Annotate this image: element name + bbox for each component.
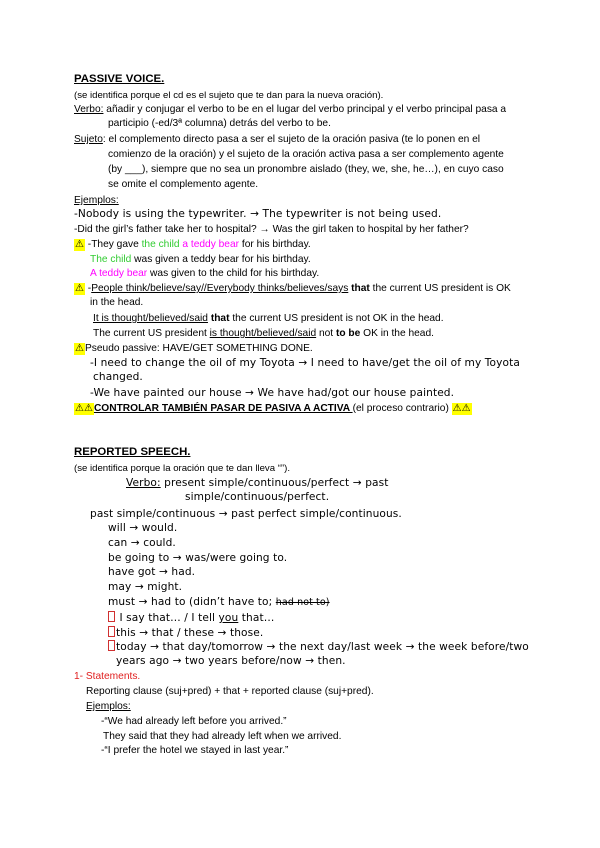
sujeto-text: : el complemento directo pasa a ser el sujeto de la oración pasiva (te lo ponen en el: [102, 134, 481, 145]
controlar-rest: (el proceso contrario): [352, 403, 452, 414]
sujeto-label: Sujeto: [74, 134, 103, 145]
rule-must: [108, 596, 330, 609]
pseudo-passive-line: [74, 342, 313, 355]
warning-icon: ⚠: [75, 283, 84, 294]
ex4-l3-rest: the current US president is not OK in the head.: [229, 313, 444, 324]
passive-example-4: [74, 282, 511, 295]
rule-say-you: you: [218, 612, 239, 624]
rule-can: can → could.: [108, 537, 176, 549]
passive-intro: (se identifica porque el cd es el sujeto que te dan para la nueva oración).: [74, 90, 384, 101]
ex3-text: -They gave: [84, 239, 142, 250]
ex4-that: that: [351, 283, 370, 294]
ex4-rest: the current US president is OK: [369, 283, 511, 294]
warning-icon: ⚠: [75, 343, 84, 354]
warning-icons-end: ⚠⚠: [452, 403, 471, 414]
rule-today-text: today → that day/tomorrow → the next day/last week → the week before/two: [116, 641, 529, 653]
rule-will: will → would.: [108, 522, 178, 534]
ex4-l4-mid: not: [316, 328, 336, 339]
rule-say-text: I say that… / I tell: [116, 612, 219, 624]
rule-must-strike: had not to): [275, 597, 330, 608]
passive-sujeto-line-4: se omite el complemento agente.: [108, 179, 259, 190]
rule-have-got: have got → had.: [108, 566, 196, 578]
rule-may: may → might.: [108, 581, 183, 593]
warning-icons: ⚠⚠: [75, 403, 93, 414]
rule-today-line-2: years ago → two years before/now → then.: [116, 655, 346, 667]
passive-voice-heading: PASSIVE VOICE.: [74, 73, 165, 85]
reported-verbo-text: present simple/continuous/perfect → past: [160, 477, 389, 489]
warning-icon: ⚠: [75, 239, 84, 250]
passive-example-2: -Did the girl’s father take her to hospital? → Was the girl taken to hospital by her father?: [74, 224, 469, 235]
passive-ejemplos-label: Ejemplos:: [74, 195, 119, 206]
ex3-l3-rest: was given to the child for his birthday.: [147, 268, 320, 279]
statements-example-1: -“We had already left before you arrived.”: [101, 716, 287, 727]
reported-speech-heading: REPORTED SPEECH.: [74, 446, 191, 458]
controlar-line: [74, 402, 472, 415]
ex3-direct-object: a teddy bear: [182, 239, 240, 250]
reported-verbo-line-2: simple/continuous/perfect.: [185, 491, 330, 503]
bullet-box-icon: [108, 626, 115, 637]
ex3-text-end: for his birthday.: [239, 239, 311, 250]
ex3-l3-subject: A teddy bear: [90, 268, 148, 279]
ex4-l4-rest: OK in the head.: [360, 328, 434, 339]
rule-be-going-to: be going to → was/were going to.: [108, 552, 288, 564]
reported-ejemplos-label: Ejemplos:: [86, 701, 131, 712]
passive-verbo-line-2: participio (-ed/3ª columna) detrás del verbo to be.: [108, 118, 331, 129]
statements-rule: Reporting clause (suj+pred) + that + reported clause (suj+pred).: [86, 686, 374, 697]
pseudo-passive-example-1b: changed.: [93, 371, 143, 383]
passive-verbo-line: [74, 103, 506, 116]
ex4-l4-start: The current US president: [93, 328, 210, 339]
rule-this-text: this → that / these → those.: [116, 627, 264, 639]
passive-sujeto-line-3: (by ___), siempre que no sea un pronombre aislado (they, we, she, he…), en cuyo caso: [108, 164, 504, 175]
passive-example-3-line-3: [90, 267, 319, 280]
rule-today: [108, 640, 529, 654]
statements-example-2: -“I prefer the hotel we stayed in last year.”: [101, 745, 289, 756]
ex3-indirect-object: the child: [141, 239, 180, 250]
statements-heading: 1- Statements.: [74, 671, 141, 682]
rule-say-end: that…: [238, 612, 275, 624]
reported-verbo-line: [126, 477, 388, 490]
passive-example-3: [74, 238, 311, 251]
controlar-bold: CONTROLAR TAMBIÉN PASAR DE PASIVA A ACTIVA: [93, 403, 353, 414]
rule-must-text: must → had to (didn’t have to;: [108, 596, 276, 608]
ex3-l2-subject: The child: [90, 254, 132, 265]
passive-example-1: -Nobody is using the typewriter. → The typewriter is not being used.: [74, 208, 442, 220]
ex4-l4-to-be: to be: [335, 328, 361, 339]
passive-example-4-line-3: [93, 312, 444, 325]
pseudo-passive-example-2: -We have painted our house → We have had/got our house painted.: [90, 387, 455, 399]
passive-example-3-line-2: [90, 253, 311, 266]
ex3-l2-rest: was given a teddy bear for his birthday.: [131, 254, 311, 265]
ex4-l3-that: that: [210, 313, 230, 324]
passive-sujeto-line-2: comienzo de la oración) y el sujeto de la oración activa pasa a ser complemento agente: [108, 149, 504, 160]
passive-sujeto-line: [74, 133, 480, 146]
rule-this-that: [108, 626, 263, 640]
rule-past-simple: past simple/continuous → past perfect simple/continuous.: [90, 508, 402, 520]
ex4-l4-underlined: is thought/believed/said: [209, 328, 317, 339]
verbo-text: añadir y conjugar el verbo to be en el lugar del verbo principal y el verbo principal pasa a: [103, 104, 507, 115]
ex4-underlined: People think/believe/say//Everybody thinks/believes/says: [91, 283, 349, 294]
passive-example-4-line-2: in the head.: [90, 297, 144, 308]
rule-say-tell: [108, 611, 274, 625]
passive-example-4-line-4: [93, 327, 434, 340]
ex4-l3-underlined: It is thought/believed/said: [93, 313, 208, 324]
pseudo-passive-example-1: -I need to change the oil of my Toyota → I need to have/get the oil of my Toyota: [90, 357, 520, 369]
statements-example-1-reported: They said that they had already left when we arrived.: [103, 731, 342, 742]
verbo-label: Verbo:: [74, 104, 104, 115]
bullet-box-icon: [108, 611, 115, 622]
ex4-dash: -: [84, 283, 92, 294]
pseudo-passive-text: Pseudo passive: HAVE/GET SOMETHING DONE.: [84, 343, 313, 354]
reported-verbo-label: Verbo:: [126, 477, 161, 489]
bullet-box-icon: [108, 640, 115, 651]
reported-intro: (se identifica porque la oración que te dan lleva “”).: [74, 463, 290, 474]
